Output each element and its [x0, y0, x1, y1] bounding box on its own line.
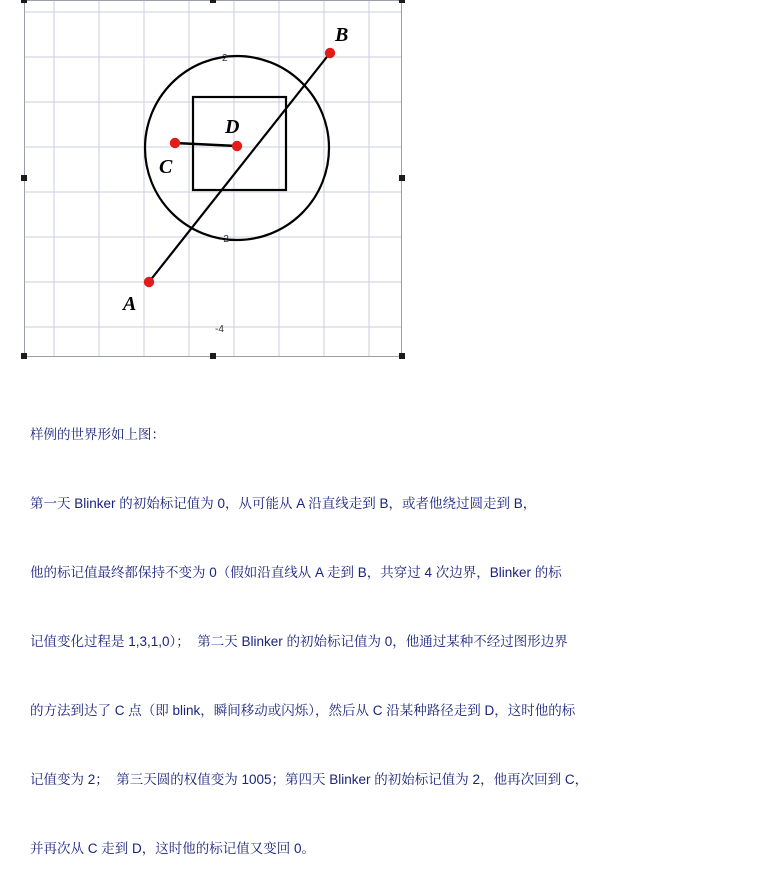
resize-handle-top-center[interactable]: [210, 0, 216, 3]
point-label-c: C: [159, 156, 173, 178]
axis-label-2: 2: [222, 53, 228, 64]
point-label-b: B: [335, 24, 349, 46]
description-line-6: 记值变为 2； 第三天圆的权值变为 1005；第四天 Blinker 的初始标记值为 2，他再次回到 C，: [30, 772, 589, 787]
description-line-2: 第一天 Blinker 的初始标记值为 0，从可能从 A 沿直线走到 B，或者他绕过圆走到 B，: [30, 496, 537, 511]
description-line-7: 并再次从 C 走到 D，这时他的标记值又变回 0。: [30, 841, 316, 856]
description-line-5: 的方法到达了 C 点（即 blink，瞬间移动或闪烁），然后从 C 沿某种路径走到 D，这时他的标: [30, 703, 576, 718]
resize-handle-bottom-right[interactable]: [399, 353, 405, 359]
figure-panel: [24, 0, 402, 357]
grid-lines: [25, 1, 401, 356]
description-line-4: 记值变化过程是 1,3,1,0）； 第二天 Blinker 的初始标记值为 0，他通过某种不经过图形边界: [30, 634, 568, 649]
point-a-dot: [144, 277, 154, 287]
resize-handle-top-right[interactable]: [399, 0, 405, 3]
description-line-3: 他的标记值最终都保持不变为 0（假如沿直线从 A 走到 B，共穿过 4 次边界，Blinker 的标: [30, 565, 562, 580]
point-label-d: D: [225, 116, 240, 138]
point-label-a: A: [123, 293, 137, 315]
resize-handle-bottom-left[interactable]: [21, 353, 27, 359]
segment-cd: [175, 143, 237, 146]
point-d-dot: [232, 141, 242, 151]
resize-handle-bottom-center[interactable]: [210, 353, 216, 359]
description-text: [30, 377, 730, 883]
resize-handle-middle-right[interactable]: [399, 175, 405, 181]
line-ab: [149, 53, 330, 282]
resize-handle-top-left[interactable]: [21, 0, 27, 3]
axis-label-minus4: -4: [215, 324, 224, 335]
axis-label-minus2: -2: [220, 234, 229, 245]
point-c-dot: [170, 138, 180, 148]
resize-handle-middle-left[interactable]: [21, 175, 27, 181]
geometry-diagram-svg: [25, 1, 401, 356]
description-line-1: 样例的世界形如上图：: [30, 427, 165, 442]
point-b-dot: [325, 48, 335, 58]
